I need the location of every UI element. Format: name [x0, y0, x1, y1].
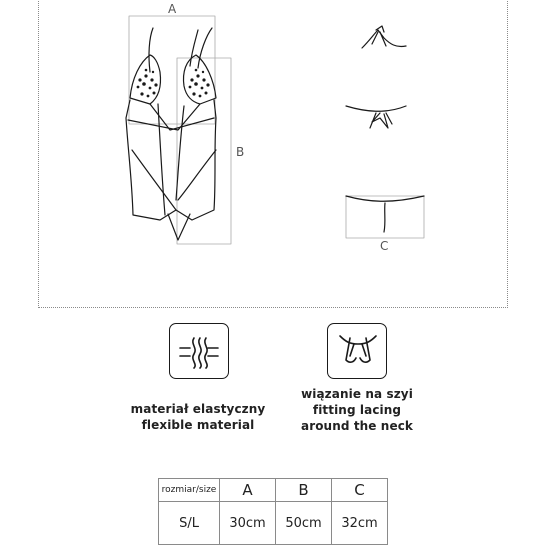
caption-line: fitting lacing: [312, 403, 402, 417]
size-cell: S/L: [159, 502, 220, 545]
size-header-cell: A: [220, 479, 276, 502]
dimension-c-label: C: [380, 239, 389, 253]
table-row: [159, 502, 388, 545]
size-cell: 50cm: [276, 502, 332, 545]
feature-caption-elastic: [118, 401, 278, 433]
caption-line: around the neck: [301, 419, 413, 433]
size-header-cell: C: [332, 479, 388, 502]
size-table-header: [159, 479, 388, 502]
size-header-cell: rozmiar/size: [159, 479, 220, 502]
caption-line: materiał elastyczny: [130, 402, 266, 416]
caption-line: wiązanie na szyi: [301, 387, 413, 401]
feature-caption-halter: [282, 386, 432, 434]
dimension-b-label: B: [236, 145, 245, 159]
lace-pattern-left: [137, 69, 158, 98]
dimension-a-box: [129, 16, 215, 124]
size-cell: 30cm: [220, 502, 276, 545]
dimension-a-label: A: [168, 2, 177, 16]
size-table: [158, 478, 388, 545]
halter-neck-icon: [327, 323, 387, 379]
size-cell: 32cm: [332, 502, 388, 545]
lace-pattern-right: [189, 69, 210, 98]
caption-line: flexible material: [141, 418, 255, 432]
size-header-cell: B: [276, 479, 332, 502]
wavy-lines-icon: [169, 323, 229, 379]
